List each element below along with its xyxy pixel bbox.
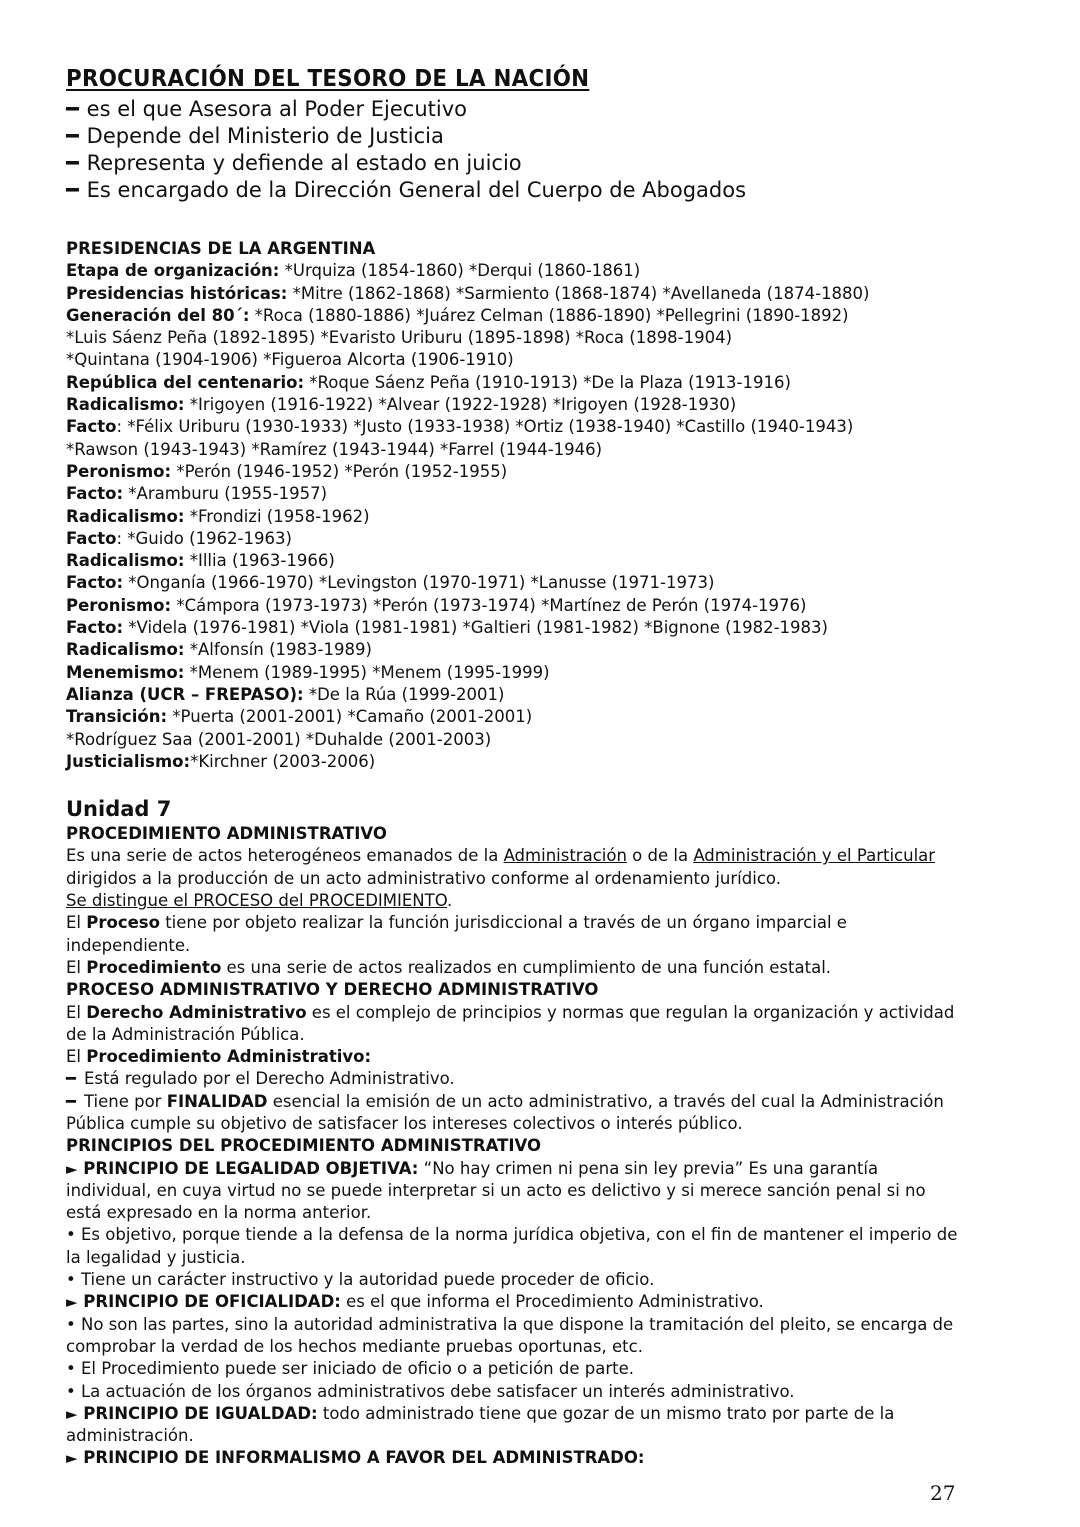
presidency-line xyxy=(66,394,966,416)
presidency-label: Alianza (UCR – FREPASO): xyxy=(66,684,304,704)
list-item: ━ Representa y defiende al estado en juicio xyxy=(66,151,522,175)
section-heading: PROCESO ADMINISTRATIVO Y DERECHO ADMINISTRATIVO xyxy=(66,980,599,1000)
presidency-label: Peronismo: xyxy=(66,461,172,481)
presidency-text: *Roca (1880-1886) *Juárez Celman (1886-1890) *Pellegrini (1890-1892) xyxy=(249,305,849,325)
presidency-text: *Irigoyen (1916-1922) *Alvear (1922-1928) *Irigoyen (1928-1930) xyxy=(184,395,737,415)
bullet-icon: • xyxy=(66,1314,76,1334)
principle-item: ► PRINCIPIO DE OFICIALIDAD: es el que informa el Procedimiento Administrativo. xyxy=(66,1292,764,1312)
principle-item: ► PRINCIPIO DE INFORMALISMO A FAVOR DEL ADMINISTRADO: xyxy=(66,1448,645,1468)
list-item: • Tiene un carácter instructivo y la autoridad puede proceder de oficio. xyxy=(66,1270,655,1290)
paragraph: El Procedimiento es una serie de actos realizados en cumplimiento de una función estatal. xyxy=(66,957,832,977)
list-item: ━ Es encargado de la Dirección General del Cuerpo de Abogados xyxy=(66,178,747,202)
presidency-text: *Roque Sáenz Peña (1910-1913) *De la Plaza (1913-1916) xyxy=(304,372,791,392)
presidency-text: *Perón (1946-1952) *Perón (1952-1955) xyxy=(171,461,508,481)
presidency-line xyxy=(66,639,966,661)
presidency-label: República del centenario: xyxy=(66,372,305,392)
presidency-text: *Mitre (1862-1868) *Sarmiento (1868-1874) *Avellaneda (1874-1880) xyxy=(287,283,870,303)
section-heading: PRINCIPIOS DEL PROCEDIMIENTO ADMINISTRATIVO xyxy=(66,1136,542,1156)
presidency-text: *Frondizi (1958-1962) xyxy=(184,506,370,526)
presidency-line xyxy=(66,550,966,572)
presidency-label: Generación del 80´: xyxy=(66,305,250,325)
presidency-line xyxy=(66,305,966,327)
presidency-label: Presidencias históricas: xyxy=(66,283,288,303)
dash-icon: ━ xyxy=(66,97,79,121)
list-item: • El Procedimiento puede ser iniciado de oficio o a petición de parte. xyxy=(66,1359,634,1379)
presidency-text: *Luis Sáenz Peña (1892-1895) *Evaristo Uriburu (1895-1898) *Roca (1898-1904) xyxy=(66,328,733,348)
dash-icon: ━ xyxy=(66,1069,76,1089)
presidency-line xyxy=(66,327,966,349)
dash-icon: ━ xyxy=(66,151,79,175)
presidency-text: *Kirchner (2003-2006) xyxy=(190,751,376,771)
presidency-line xyxy=(66,349,966,371)
unit-content xyxy=(66,823,966,1470)
unit-title: Unidad 7 xyxy=(66,797,172,822)
presidency-line xyxy=(66,617,966,639)
header-list xyxy=(66,96,966,204)
paragraph: El Procedimiento Administrativo: xyxy=(66,1047,372,1067)
presidency-line xyxy=(66,528,966,550)
presidency-label: Peronismo: xyxy=(66,595,172,615)
presidency-text: *Rodríguez Saa (2001-2001) *Duhalde (2001-2003) xyxy=(66,729,492,749)
presidency-line xyxy=(66,283,966,305)
principle-item: ► PRINCIPIO DE IGUALDAD: todo administrado tiene que gozar de un mismo trato por parte de la administración. xyxy=(66,1403,895,1446)
presidency-label: Facto: xyxy=(66,573,124,593)
presidency-label: Transición: xyxy=(66,707,168,727)
page-number: 27 xyxy=(930,1481,956,1505)
presidency-line xyxy=(66,684,966,706)
presidency-line xyxy=(66,372,966,394)
presidency-label: Facto xyxy=(66,417,117,437)
paragraph: Es una serie de actos heterogéneos emanados de la Administración o de la Administración y el Particular dirigidos a la producción de un acto administrativo conforme al ordenamiento jurídico. xyxy=(66,846,936,888)
list-item: • No son las partes, sino la autoridad administrativa la que dispone la tramitación del pleito, se encarga de comprobar la verdad de los hechos mediante pruebas oportunas, etc. xyxy=(66,1314,954,1356)
presidency-label: Menemismo: xyxy=(66,662,185,682)
bullet-icon: • xyxy=(66,1270,76,1290)
presidency-line xyxy=(66,751,966,773)
presidency-text: *Aramburu (1955-1957) xyxy=(123,484,328,504)
principle-item: ► PRINCIPIO DE LEGALIDAD OBJETIVA: “No hay crimen ni pena sin ley previa” Es una garantía individual, en cuya virtud no se puede interpretar si un acto es delictivo y si merece sanción penal si no está expresado en la norma anterior. xyxy=(66,1158,926,1223)
bullet-icon: • xyxy=(66,1381,76,1401)
presidency-text: : *Guido (1962-1963) xyxy=(116,528,292,548)
paragraph: El Derecho Administrativo es el complejo de principios y normas que regulan la organización y actividad de la Administración Pública. xyxy=(66,1002,955,1044)
presidency-label: Facto xyxy=(66,528,117,548)
presidency-text: *Puerta (2001-2001) *Camaño (2001-2001) xyxy=(167,707,533,727)
presidency-line xyxy=(66,439,966,461)
triangle-bullet-icon: ► xyxy=(66,1159,78,1178)
presidency-text: *Onganía (1966-1970) *Levingston (1970-1971) *Lanusse (1971-1973) xyxy=(123,573,715,593)
presidency-text: *Urquiza (1854-1860) *Derqui (1860-1861) xyxy=(279,261,641,281)
presidency-line xyxy=(66,260,966,282)
page-title: PROCURACIÓN DEL TESORO DE LA NACIÓN xyxy=(66,66,590,92)
presidency-label: Radicalismo: xyxy=(66,395,185,415)
presidencias-list xyxy=(66,260,966,773)
document-page xyxy=(66,62,966,1470)
presidency-line xyxy=(66,416,966,438)
section-heading: PRESIDENCIAS DE LA ARGENTINA xyxy=(66,239,376,258)
presidency-text: : *Félix Uriburu (1930-1933) *Justo (1933-1938) *Ortiz (1938-1940) *Castillo (1940-1943) xyxy=(116,417,854,437)
triangle-bullet-icon: ► xyxy=(66,1293,78,1312)
list-item: • Es objetivo, porque tiende a la defensa de la norma jurídica objetiva, con el fin de mantener el imperio de la legalidad y justicia. xyxy=(66,1225,958,1267)
presidency-label: Etapa de organización: xyxy=(66,261,280,281)
presidency-text: *Illia (1963-1966) xyxy=(184,551,335,571)
paragraph: Se distingue el PROCESO del PROCEDIMIENTO. xyxy=(66,891,453,911)
presidency-label: Justicialismo: xyxy=(66,751,191,771)
presidency-line xyxy=(66,461,966,483)
presidency-line xyxy=(66,662,966,684)
presidency-label: Radicalismo: xyxy=(66,506,185,526)
triangle-bullet-icon: ► xyxy=(66,1449,78,1468)
presidency-text: *De la Rúa (1999-2001) xyxy=(303,684,505,704)
presidency-text: *Alfonsín (1983-1989) xyxy=(184,640,372,660)
list-item: ━ Tiene por FINALIDAD esencial la emisión de un acto administrativo, a través del cual la Administración Pública cumple su objetivo de satisfacer los intereses colectivos o interés público. xyxy=(66,1091,944,1133)
triangle-bullet-icon: ► xyxy=(66,1404,78,1423)
presidency-line xyxy=(66,483,966,505)
presidency-line xyxy=(66,595,966,617)
presidency-label: Radicalismo: xyxy=(66,640,185,660)
list-item: ━ es el que Asesora al Poder Ejecutivo xyxy=(66,97,467,121)
dash-icon: ━ xyxy=(66,178,79,202)
presidencias-section xyxy=(66,238,966,773)
presidency-text: *Cámpora (1973-1973) *Perón (1973-1974) *Martínez de Perón (1974-1976) xyxy=(171,595,807,615)
presidency-label: Facto: xyxy=(66,484,124,504)
dash-icon: ━ xyxy=(66,1091,76,1111)
list-item: • La actuación de los órganos administrativos debe satisfacer un interés administrativo. xyxy=(66,1381,795,1401)
presidency-label: Facto: xyxy=(66,618,124,638)
presidency-line xyxy=(66,729,966,751)
presidency-text: *Rawson (1943-1943) *Ramírez (1943-1944) *Farrel (1944-1946) xyxy=(66,439,603,459)
presidency-line xyxy=(66,572,966,594)
section-heading: PROCEDIMIENTO ADMINISTRATIVO xyxy=(66,824,387,844)
presidency-label: Radicalismo: xyxy=(66,551,185,571)
presidency-text: *Videla (1976-1981) *Viola (1981-1981) *Galtieri (1981-1982) *Bignone (1982-1983) xyxy=(123,618,828,638)
list-item: ━ Depende del Ministerio de Justicia xyxy=(66,124,444,148)
presidency-text: *Quintana (1904-1906) *Figueroa Alcorta (1906-1910) xyxy=(66,350,514,370)
paragraph: El Proceso tiene por objeto realizar la función jurisdiccional a través de un órgano imparcial e independiente. xyxy=(66,913,847,955)
presidency-line xyxy=(66,506,966,528)
bullet-icon: • xyxy=(66,1359,76,1379)
list-item: ━ Está regulado por el Derecho Administrativo. xyxy=(66,1069,455,1089)
bullet-icon: • xyxy=(66,1225,76,1245)
dash-icon: ━ xyxy=(66,124,79,148)
presidency-text: *Menem (1989-1995) *Menem (1995-1999) xyxy=(184,662,550,682)
presidency-line xyxy=(66,706,966,728)
